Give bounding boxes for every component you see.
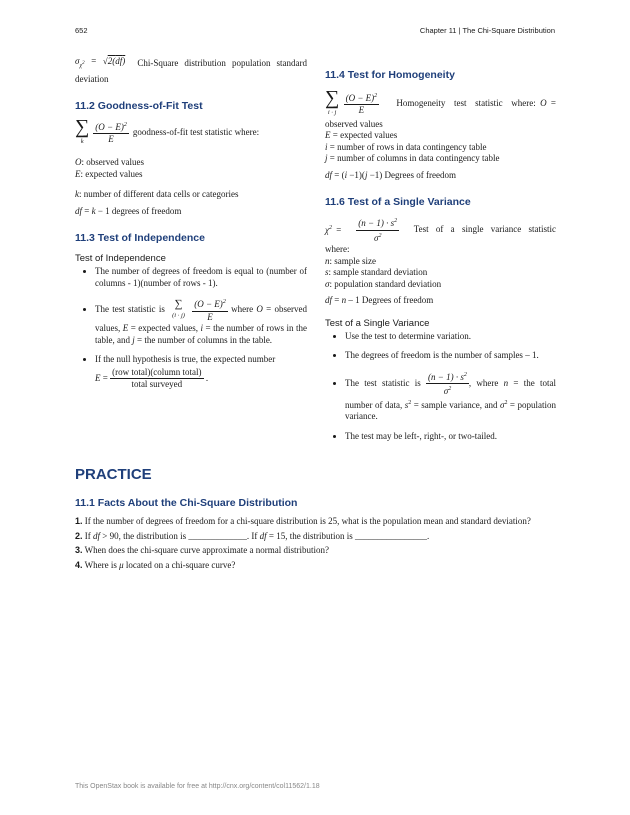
hom-title: 11.4 Test for Homogeneity: [325, 69, 455, 81]
ind-bullets: [75, 266, 307, 391]
chapter-header: Chapter 11 | The Chi-Square Distribution: [419, 26, 555, 35]
var-subtitle: Test of a Single Variance: [325, 317, 430, 329]
var-bullet-1: • Use the test to determine variation.: [345, 331, 556, 343]
var-bullet-2: • The degrees of freedom is the number of samples – 1.: [345, 350, 556, 362]
question-2: 2. If df > 90, the distribution is _____________. If df = 15, the distribution is ________________.: [75, 530, 430, 541]
var-sigma-def: σ: population standard deviation: [325, 278, 442, 289]
hom-summation: ∑ i · j: [325, 87, 340, 116]
hom-formula-block: ∑ i · j $\frac{(O - E)^2}{E}$ Homogeneity test statistic where: O = observed values: [325, 87, 557, 129]
hom-e-def: E = expected values: [325, 130, 398, 140]
hom-j-def: j = number of columns in data contingency table: [325, 153, 500, 163]
var-bullets: [325, 331, 556, 443]
practice-title: PRACTICE: [75, 466, 152, 483]
page-number: 652: [75, 26, 88, 35]
ind-bullet-1: • The number of degrees of freedom is equal to (number of columns - 1)(number of rows - 1).: [95, 266, 307, 289]
sd-text: Chi-Square distribution population standard deviation: [75, 58, 308, 85]
var-bullet-4: • The test may be left-, right-, or two-tailed.: [345, 431, 556, 443]
gof-intro: goodness-of-fit test statistic where:: [132, 126, 260, 137]
var-fraction: $\frac{(n - 1) \cdot s^2}{\sigma^2}$: [358, 218, 398, 243]
gof-title: 11.2 Goodness-of-Fit Test: [75, 99, 203, 112]
var-formula-block: $\chi^2$ = $\frac{(n - 1) \cdot s^2}{\sigma^2}$ Test of a single variance statistic where:: [325, 218, 557, 254]
ind-summation: ∑ (i · j): [172, 297, 185, 320]
hom-fraction: $\frac{(O - E)^2}{E}$: [345, 92, 378, 116]
hom-df-def: df = (i −1)(j −1) Degrees of freedom: [325, 169, 456, 180]
gof-o-def: O: observed values: [75, 157, 144, 168]
ind-bullet-3: • If the null hypothesis is true, the expected number E = $\frac{\text{(row total)(column total)}}{\text{total surveyed}}$ .: [95, 354, 307, 391]
question-1: 1. If the number of degrees of freedom for a chi-square distribution is 25, what is the population mean and standard deviation?: [75, 516, 531, 526]
gof-summation: ∑ k: [75, 115, 90, 145]
ind-fraction: $\frac{(O - E)^2}{E}$: [194, 299, 226, 322]
var-n-def: n: sample size: [325, 255, 376, 266]
var-bullet-3: • The test statistic is $\frac{(n - 1) \cdot s^2}{\sigma^2}$ , where n = the total number of data, $s^2$ = sample variance, and $\sigma^2$ = population variance.: [345, 370, 556, 423]
left-column: [75, 58, 307, 399]
gof-fraction: $\frac{(O - E)^2}{E}$: [95, 121, 127, 145]
var-bullet-fraction: $\frac{(n - 1) \cdot s^2}{\sigma^2}$: [428, 371, 467, 396]
var-df-def: df = n – 1 Degrees of freedom: [325, 295, 434, 305]
right-column: [325, 69, 556, 450]
var-title: 11.6 Test of a Single Variance: [325, 196, 471, 208]
var-s-def: s: sample standard deviation: [325, 267, 428, 277]
ind-subtitle: Test of Independence: [75, 253, 166, 265]
ind-title: 11.3 Test of Independence: [75, 232, 205, 245]
ind-bullet-2: • The test statistic is ∑ (i · j) $\frac{(O - E)^2}{E}$ where O = observed values, E = expected values, i = the number of rows in the table, and j = the number of columns in the table.: [95, 297, 307, 346]
sd-formula: $\sigma_{\chi^2} = √2(df)$: [75, 56, 126, 69]
practice-section: [75, 466, 557, 571]
sd-formula-block: [75, 58, 307, 86]
ind-expected-formula: E = $\frac{\text{(row total)(column total)}}{\text{total surveyed}}$ .: [95, 366, 209, 390]
gof-df-def: df = k − 1 degrees of freedom: [75, 205, 182, 216]
gof-k-def: k: number of different data cells or categories: [75, 189, 239, 200]
practice-section-title: 11.1 Facts About the Chi-Square Distribution: [75, 497, 298, 509]
gof-e-def: E: expected values: [75, 168, 143, 179]
question-3: 3. When does the chi-square curve approximate a normal distribution?: [75, 545, 330, 555]
hom-i-def: i = number of rows in data contingency table: [325, 141, 487, 152]
gof-formula-line: [75, 115, 307, 148]
question-4: 4. Where is μ located on a chi-square curve?: [75, 559, 236, 570]
footer-text: This OpenStax book is available for free at http://cnx.org/content/col11562/1.18: [75, 783, 320, 790]
